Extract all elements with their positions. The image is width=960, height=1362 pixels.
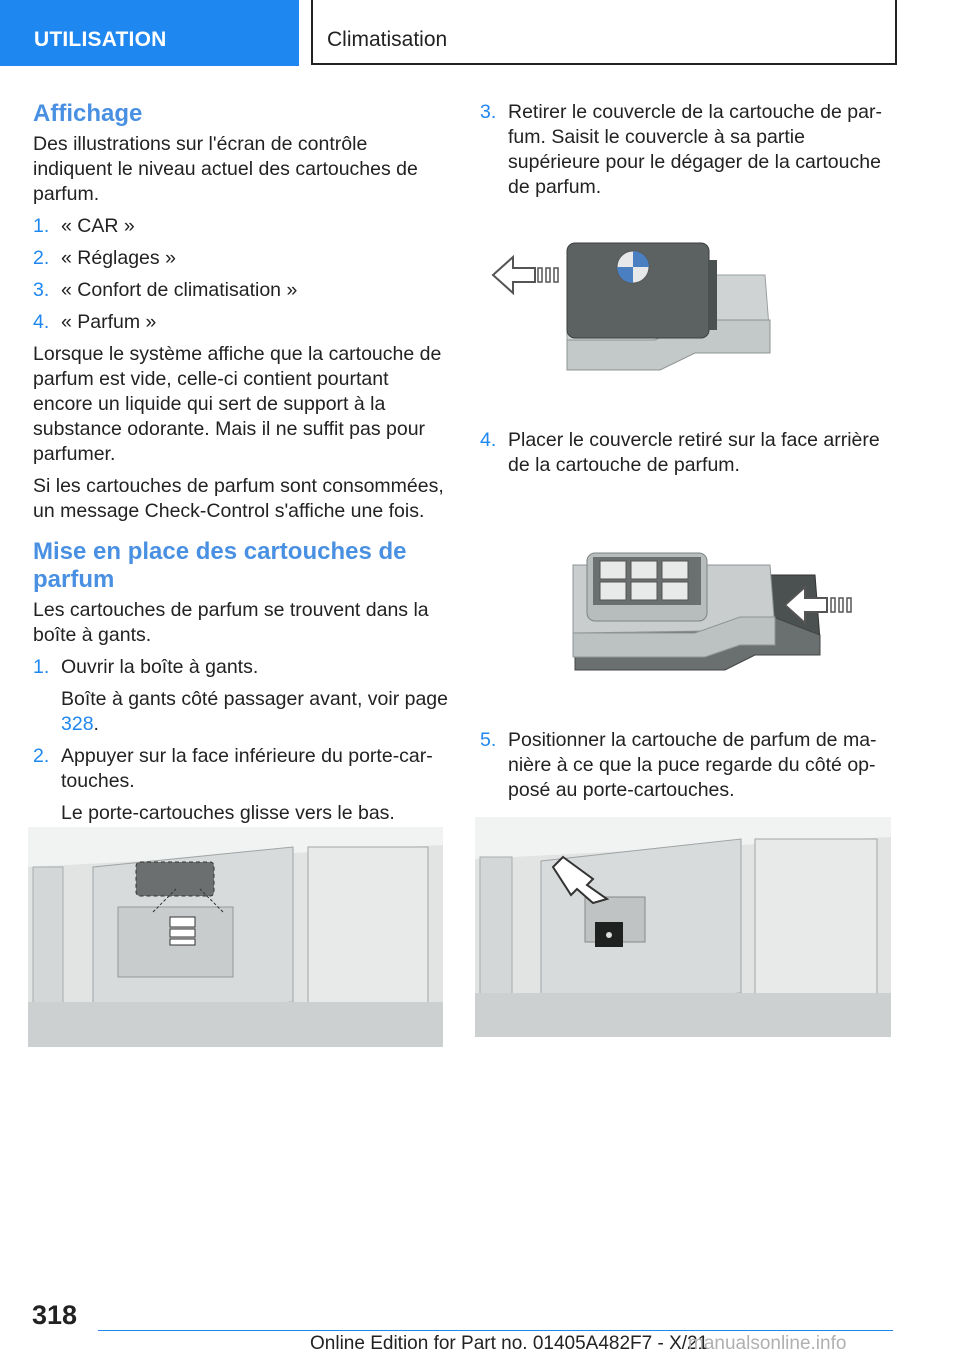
right-column (480, 100, 896, 207)
section-label: UTILISATION (34, 28, 167, 51)
step-number: 3. (33, 279, 50, 301)
list-item (480, 428, 896, 478)
step-number: 1. (33, 656, 50, 678)
list-item (33, 278, 448, 303)
step-number: 2. (33, 745, 50, 767)
step-text: « Parfum » (61, 311, 157, 333)
cover-placement-illustration (565, 545, 865, 675)
step-text: Retirer le couvercle de la cartouche de parfum. Saisit le couvercle à sa partie supérieure pour le dégager de la cartouche de parfum. (508, 101, 882, 198)
step-text: Placer le couvercle retiré sur la face arrière de la cartouche de parfum. (508, 429, 880, 476)
step-text: Appuyer sur la face inférieure du porte-cartouches. (61, 745, 433, 792)
left-column (33, 100, 448, 833)
page-number: 318 (32, 1300, 78, 1330)
step-note (33, 687, 448, 737)
step-number: 5. (480, 729, 497, 751)
chapter-header (311, 0, 897, 65)
note-text: Boîte à gants côté passager avant, voir page (61, 688, 449, 710)
list-item (33, 214, 448, 239)
step-number: 4. (480, 429, 497, 451)
step-number: 2. (33, 247, 50, 269)
check-control-paragraph: Si les cartouches de parfum sont consommées, un message Check-Control s'affiche une fois. (33, 475, 444, 522)
step-note: Le porte-cartouches glisse vers le bas. (61, 802, 395, 824)
right-column-step5 (480, 728, 896, 810)
footer-divider (98, 1330, 893, 1331)
note-end: . (93, 713, 99, 735)
cartridge-position-illustration (475, 817, 891, 1037)
right-column-step4 (480, 428, 896, 485)
step-number: 4. (33, 311, 50, 333)
section-tab (0, 0, 299, 66)
location-paragraph: Les cartouches de parfum se trouvent dans la boîte à gants. (33, 599, 429, 646)
step-text: Positionner la cartouche de parfum de manière à ce que la puce regarde du côté opposé au porte-cartouches. (508, 729, 877, 801)
list-item (33, 744, 448, 794)
empty-cartridge-paragraph: Lorsque le système affiche que la cartouche de parfum est vide, celle-ci contient pourtant encore un liquide qui sert de support à la substance odorante. Mais il ne suffit pas pour parfumer. (33, 343, 442, 465)
heading-affichage: Affichage (33, 100, 143, 127)
glove-box-illustration (28, 827, 443, 1047)
watermark: manualsonline.info (688, 1333, 847, 1354)
page-link[interactable]: 328 (61, 713, 94, 735)
list-item (33, 246, 448, 271)
step-text: Ouvrir la boîte à gants. (61, 656, 259, 678)
intro-paragraph: Des illustrations sur l'écran de contrôle indiquent le niveau actuel des cartouches de parfum. (33, 133, 418, 205)
chapter-title: Climatisation (327, 28, 448, 51)
step-text: « CAR » (61, 215, 135, 237)
list-item (33, 655, 448, 680)
step-text: « Réglages » (61, 247, 176, 269)
step-number: 3. (480, 101, 497, 123)
edition-text: Online Edition for Part no. 01405A482F7 - X/21 (310, 1333, 709, 1354)
step-number: 1. (33, 215, 50, 237)
list-item (480, 728, 896, 803)
list-item (33, 310, 448, 335)
heading-mise-en-place: Mise en place des cartouches de parfum (33, 538, 407, 593)
step-text: « Confort de climatisation » (61, 279, 298, 301)
cover-removal-illustration (485, 235, 785, 375)
list-item (480, 100, 896, 200)
